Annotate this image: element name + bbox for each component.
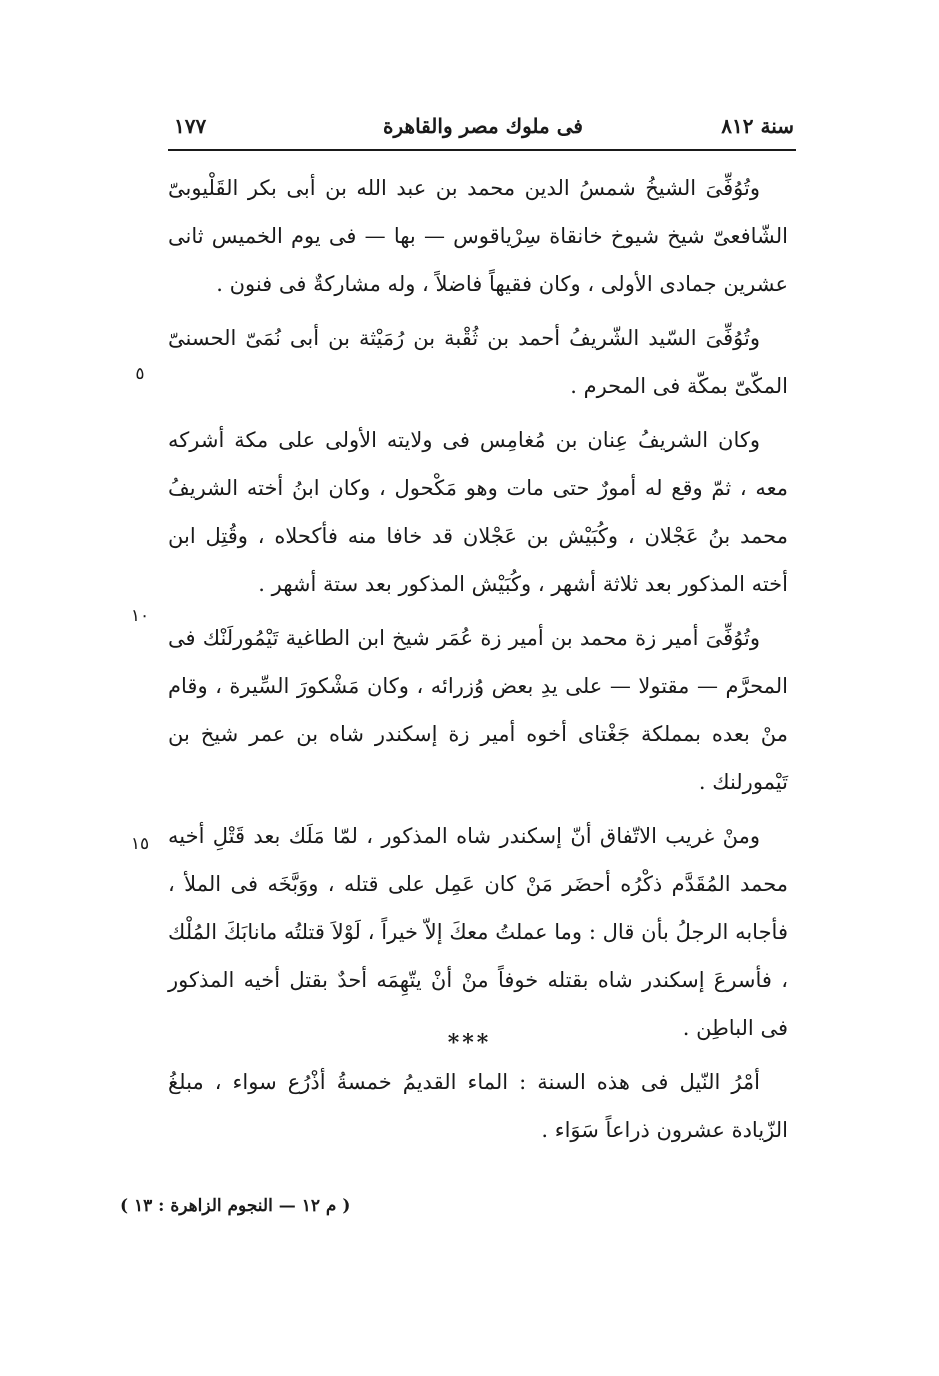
paragraph-6: أمْرُ النّيل فى هذه السنة : الماء القديمُ خمسةُ أذْرُع سواء ، مبلغُ الزّيادة عشرون ذراعاً سَوَاء . xyxy=(168,1070,788,1142)
running-header xyxy=(170,106,796,146)
header-year: سنة ٨١٢ xyxy=(721,114,794,138)
paragraph-1: وتُوُفِّىَ الشيخُ شمسُ الدين محمد بن عبد الله بن أبى بكر القَلْيوبىّ الشّافعىّ شيخ شيوخ خانقاة سِرْياقوس — بها — فى يوم الخميس ثانى عشرين جمادى الأولى ، وكان فقيهاً فاضلاً ، وله مشاركةٌ فى فنون . xyxy=(168,176,788,296)
section-separator: *** xyxy=(447,1030,492,1056)
signature-footer: ( م ١٢ — النجوم الزاهرة : ١٣ ) xyxy=(120,1196,351,1216)
paragraph-4: وتُوُفِّىَ أمير زة محمد بن أمير زة عُمَر شيخ ابن الطاغية تَيْمُورلَنْك فى المحرَّم — مقتولا — على يدِ بعض وُزرائه ، وكان مَشْكورَ السِّيرة ، وقام منْ بعده بمملكة جَغْتاى أخوه أمير زة إسكندر شاه بن عمر شيخ بن تَيْمورلنك . xyxy=(168,626,788,794)
paragraph-5: ومنْ غريب الاتّفاق أنّ إسكندر شاه المذكور ، لمّا مَلَك بعد قَتْلِ أخيه محمد المُقَدَّم ذكْرُه أحضَر مَنْ كان عَمِل على قتله ، ووَبَّخَه فى الملأ ، فأجابه الرجلُ بأن قال : وما عملتُ معكَ إلاّ خيراً ، لَوْلاَ قتلتُه مانابَكَ المُلْك ، فأسرعَ إسكندر شاه بقتله خوفاً منْ أنْ يتّهِمَه أحدٌ بقتل أخيه المذكور فى الباطِن . xyxy=(168,824,788,1040)
header-rule xyxy=(168,149,796,151)
page-number: ١٧٧ xyxy=(174,114,207,138)
body-text xyxy=(168,164,788,1160)
line-number-15: ١٥ xyxy=(130,834,150,854)
header-title: فى ملوك مصر والقاهرة xyxy=(383,114,583,138)
line-number-10: ١٠ xyxy=(130,606,150,626)
paragraph-2: وتُوُفِّىَ السّيد الشّريفُ أحمد بن ثُقْبة بن رُمَيْثة بن أبى نُمَىّ الحسنىّ المكّىّ بمكّة فى المحرم . xyxy=(168,326,788,398)
line-number-5: ٥ xyxy=(135,364,145,384)
paragraph-3: وكان الشريفُ عِنان بن مُغامِس فى ولايته الأولى على مكة أشركه معه ، ثمّ وقع له أمورٌ حتى مات وهو مَكْحول ، وكان ابنُ أخته الشريفُ محمد بنُ عَجْلان ، وكُبَيْش بن عَجْلان قد خافا منه فأكحلاه ، وقُتِل ابن أخته المذكور بعد ثلاثة أشهر ، وكُبَيْش المذكور بعد ستة أشهر . xyxy=(168,428,788,596)
